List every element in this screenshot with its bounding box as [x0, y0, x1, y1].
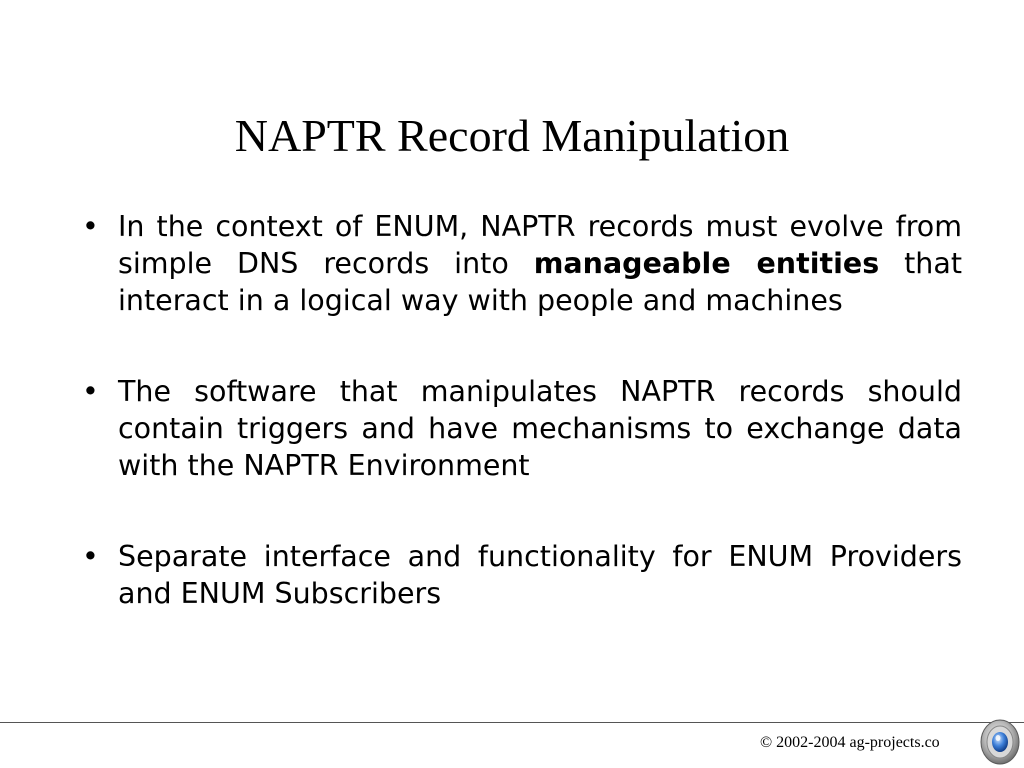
speaker-icon[interactable] — [978, 718, 1022, 766]
bullet-marker: • — [82, 210, 99, 243]
bullet-text-start: In the context of ENUM, NAPTR records must evolve from simple DNS records into — [118, 210, 962, 280]
footer-divider — [0, 722, 1024, 723]
footer-copyright: © 2002-2004 ag-projects.co — [760, 734, 940, 751]
bullet-marker: • — [82, 540, 99, 573]
bullet-item-3 — [78, 538, 962, 612]
bullet-item-2 — [78, 373, 962, 484]
bullet-marker: • — [82, 375, 99, 408]
bullet-list — [78, 208, 962, 666]
bullet-item-1 — [78, 208, 962, 319]
slide-title: NAPTR Record Manipulation — [234, 110, 790, 161]
bullet-text-bold: manageable entities — [533, 247, 880, 280]
bullet-text: Separate interface and functionality for ENUM Providers and ENUM Subscribers — [118, 540, 962, 610]
bullet-text: The software that manipulates NAPTR records should contain triggers and have mechanisms to exchange data with the NAPTR Environment — [118, 375, 962, 482]
bullet-text-end: that interact in a logical way with people and machines — [118, 247, 963, 317]
